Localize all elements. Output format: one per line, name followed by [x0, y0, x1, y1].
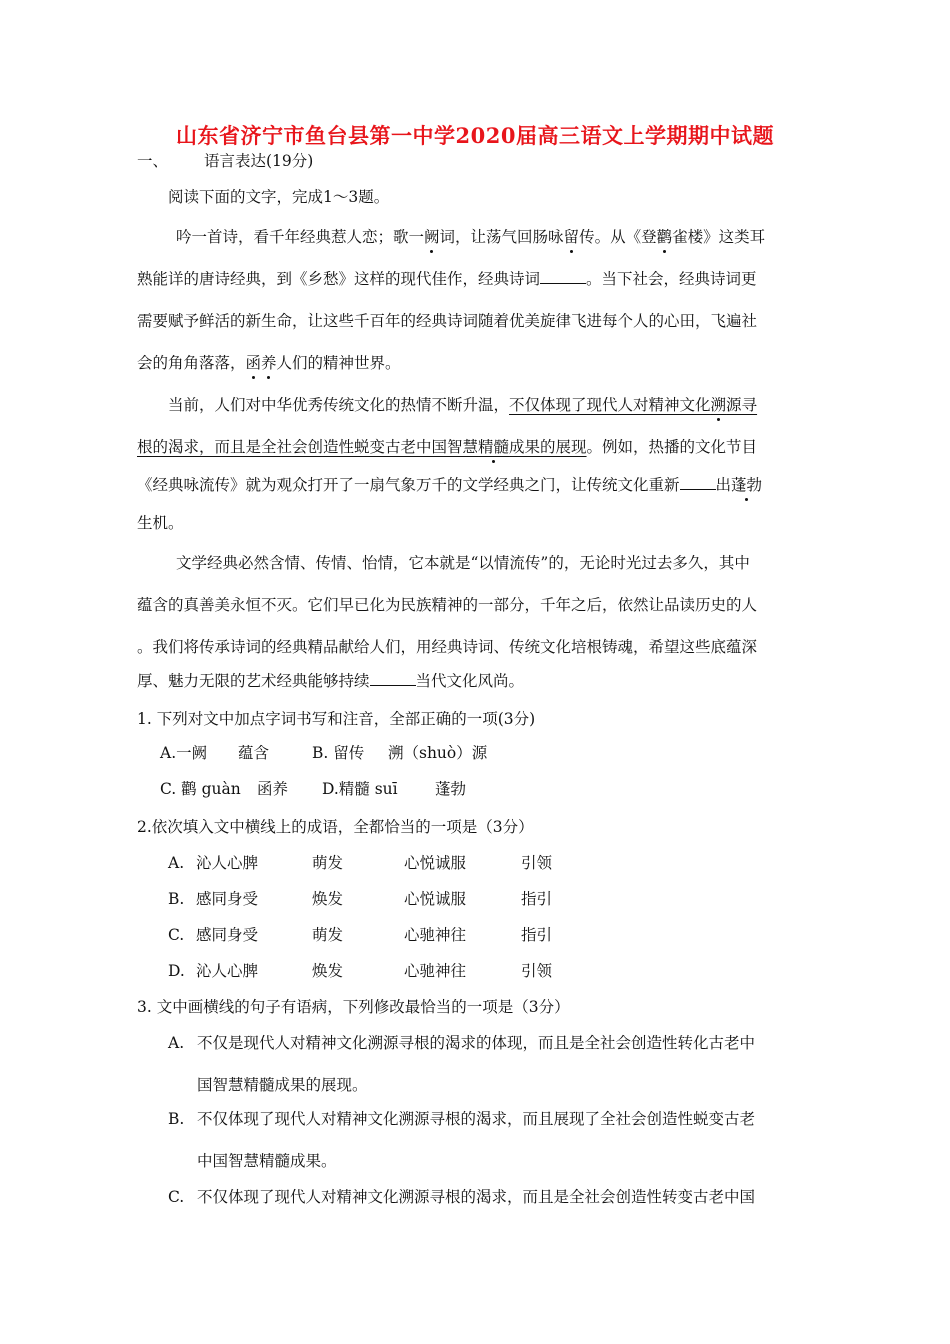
- paragraph-2-line-1: 当前，人们对中华优秀传统文化的热情不断升温，不仅体现了现代人对精神文化溯源寻: [168, 396, 758, 414]
- q1-option-a: A.一阙: [160, 744, 208, 762]
- section-heading: 语言表达(19分): [204, 152, 314, 170]
- q2-row-d-idiom-1: 沁人心脾: [196, 962, 259, 980]
- q2-row-b-label: B.: [168, 890, 185, 908]
- q3-option-b-label: B.: [168, 1110, 185, 1128]
- paragraph-2-line-4: 生机。: [137, 514, 184, 532]
- dotted-char: 蓬勃: [731, 476, 763, 494]
- q2-row-c-word-4: 指引: [521, 926, 553, 944]
- underlined-sentence: 不仅体现了现代人对精神文化溯源寻: [509, 396, 758, 414]
- q1-option-b: B. 留传: [312, 744, 365, 762]
- q1-option-d: D.精髓 suī: [322, 780, 398, 798]
- section-number: 一、: [137, 152, 169, 170]
- paragraph-3-line-4: 厚、魅力无限的艺术经典能够持续 当代文化风尚。: [137, 672, 525, 690]
- q3-option-c-line-1: 不仅体现了现代人对精神文化溯源寻根的渴求，而且是全社会创造性转变古老中国: [197, 1188, 756, 1206]
- fill-blank-2: [680, 475, 716, 490]
- q3-option-a-line-1: 不仅是现代人对精神文化溯源寻根的渴求的体现，而且是全社会创造性转化古老中: [197, 1034, 756, 1052]
- paragraph-3-line-1: 文学经典必然含情、传情、怡情，它本就是“以情流传”的，无论时光过去多久，其中: [176, 554, 750, 572]
- q2-row-d-word-4: 引领: [521, 962, 553, 980]
- q2-row-c-idiom-1: 感同身受: [196, 926, 259, 944]
- q2-row-b-word-2: 焕发: [312, 890, 344, 908]
- reading-instruction: 阅读下面的文字，完成1～3题。: [168, 188, 390, 206]
- dotted-char: 溯: [710, 396, 727, 414]
- q1-option-a-word: 蕴含: [238, 744, 270, 762]
- q3-option-a-line-2: 国智慧精髓成果的展现。: [197, 1076, 368, 1094]
- q2-row-a-idiom-3: 心悦诚服: [404, 854, 467, 872]
- fill-blank-1: [540, 269, 586, 284]
- q2-row-c-idiom-3: 心驰神往: [404, 926, 467, 944]
- question-2-stem: 2.依次填入文中横线上的成语，全都恰当的一项是（3分）: [137, 818, 534, 836]
- dotted-char: 鹳: [656, 228, 673, 246]
- q2-row-d-word-2: 焕发: [312, 962, 344, 980]
- q1-option-b-word: 溯（shuò）源: [388, 744, 488, 762]
- q2-row-b-word-4: 指引: [521, 890, 553, 908]
- page-title: 山东省济宁市鱼台县第一中学2020届高三语文上学期期中试题: [176, 123, 774, 148]
- q3-option-b-line-1: 不仅体现了现代人对精神文化溯源寻根的渴求，而且展现了全社会创造性蜕变古老: [197, 1110, 756, 1128]
- paragraph-3-line-2: 蕴含的真善美永恒不灭。它们早已化为民族精神的一部分，千年之后，依然让品读历史的人: [137, 596, 758, 614]
- q2-row-a-word-2: 萌发: [312, 854, 344, 872]
- paragraph-2-line-2: 根的渴求，而且是全社会创造性蜕变古老中国智慧精髓成果的展现。例如，热播的文化节目: [137, 438, 758, 456]
- dotted-char: 精髓: [478, 438, 510, 456]
- q3-option-b-line-2: 中国智慧精髓成果。: [197, 1152, 337, 1170]
- q3-option-a-label: A.: [168, 1034, 185, 1052]
- dotted-char: 函: [245, 354, 262, 372]
- paragraph-1-line-1: 吟一首诗，看千年经典惹人恋；歌一阙词，让荡气回肠咏留传。从《登鹳雀楼》这类耳: [176, 228, 766, 246]
- paragraph-3-line-3: 。我们将传承诗词的经典精品献给人们，用经典诗词、传统文化培根铸魂，希望这些底蕴深: [137, 638, 758, 656]
- underlined-sentence: 根的渴求，而且是全社会创造性蜕变古老中国智慧精髓成果的展现: [137, 438, 587, 456]
- paragraph-1-line-2: 熟能详的唐诗经典，到《乡愁》这样的现代佳作，经典诗词 。当下社会，经典诗词更: [137, 270, 757, 288]
- question-3-stem: 3. 文中画横线的句子有语病，下列修改最恰当的一项是（3分）: [137, 998, 570, 1016]
- q2-row-a-label: A.: [168, 854, 185, 872]
- paragraph-2-line-3: 《经典咏流传》就为观众打开了一扇气象万千的文学经典之门，让传统文化重新 出蓬勃: [137, 476, 763, 494]
- paragraph-1-line-4: 会的角角落落，函养人们的精神世界。: [137, 354, 401, 372]
- dotted-char: 留: [563, 228, 580, 246]
- q1-option-c: C. 鹳 guàn: [160, 780, 241, 798]
- q2-row-c-word-2: 萌发: [312, 926, 344, 944]
- q1-option-c-word: 函养: [257, 780, 289, 798]
- q2-row-a-word-4: 引领: [521, 854, 553, 872]
- q2-row-d-label: D.: [168, 962, 185, 980]
- question-1-stem: 1. 下列对文中加点字词书写和注音，全部正确的一项(3分): [137, 710, 536, 728]
- q2-row-c-label: C.: [168, 926, 185, 944]
- dotted-char: 阙: [424, 228, 440, 246]
- q2-row-b-idiom-1: 感同身受: [196, 890, 259, 908]
- q3-option-c-label: C.: [168, 1188, 185, 1206]
- q2-row-b-idiom-3: 心悦诚服: [404, 890, 467, 908]
- q2-row-d-idiom-3: 心驰神往: [404, 962, 467, 980]
- paragraph-1-line-3: 需要赋予鲜活的新生命，让这些千百年的经典诗词随着优美旋律飞进每个人的心田，飞遍社: [137, 312, 758, 330]
- dotted-char: 养: [261, 354, 277, 372]
- q2-row-a-idiom-1: 沁人心脾: [196, 854, 259, 872]
- fill-blank-3: [370, 671, 416, 686]
- q1-option-d-word: 蓬勃: [435, 780, 467, 798]
